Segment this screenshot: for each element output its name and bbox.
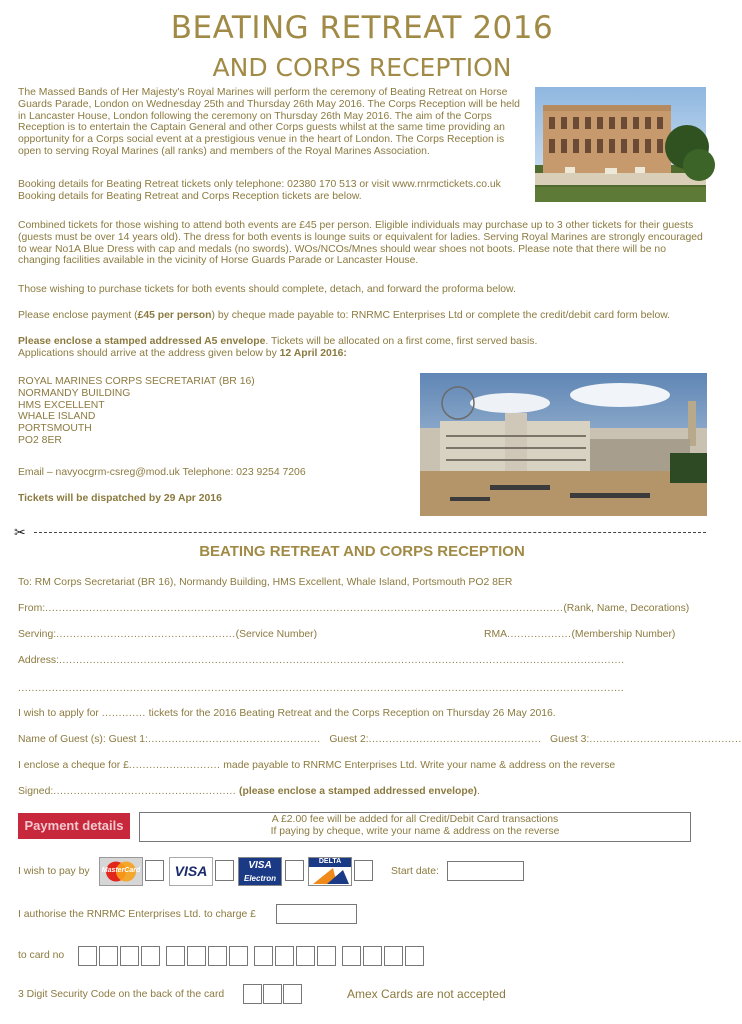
card-digit-box[interactable] bbox=[296, 946, 315, 966]
card-digit-box[interactable] bbox=[229, 946, 248, 966]
delta-checkbox[interactable] bbox=[354, 860, 373, 881]
horse-guards-parade-photo bbox=[420, 373, 707, 516]
charge-amount-input[interactable] bbox=[276, 904, 357, 924]
payment-instructions: Please enclose payment (£45 per person) by cheque made payable to: RNRMC Enterprises Ltd or complete the credit/debit card form below. bbox=[18, 310, 671, 321]
card-digit-box[interactable] bbox=[187, 946, 206, 966]
card-digit-box[interactable] bbox=[120, 946, 139, 966]
card-digit-box[interactable] bbox=[141, 946, 160, 966]
mastercard-logo bbox=[99, 857, 143, 886]
cut-line bbox=[34, 532, 706, 533]
rma-field[interactable]: RMA...................(Membership Number) bbox=[484, 629, 676, 640]
page-title: BEATING RETREAT 2016 bbox=[170, 10, 554, 46]
page-subtitle: AND CORPS RECEPTION bbox=[212, 53, 512, 82]
booking-beating-retreat: Booking details for Beating Retreat tickets only telephone: 02380 170 513 or visit www.rnrmctickets.co.uk bbox=[18, 179, 501, 190]
security-digit-box[interactable] bbox=[263, 984, 282, 1004]
card-digit-box[interactable] bbox=[317, 946, 336, 966]
visa-checkbox[interactable] bbox=[215, 860, 234, 881]
address-field[interactable]: Address:....................................................................................................................................................................... bbox=[18, 655, 625, 666]
envelope-instructions: Please enclose a stamped addressed A5 envelope. Tickets will be allocated on a first come, first served basis. bbox=[18, 336, 538, 347]
payment-details-label: Payment details bbox=[18, 813, 130, 839]
postal-address: ROYAL MARINES CORPS SECRETARIAT (BR 16) NORMANDY BUILDING HMS EXCELLENT WHALE ISLAND PORTSMOUTH PO2 8ER bbox=[18, 376, 255, 446]
card-number-label: to card no bbox=[18, 950, 65, 961]
booking-combined: Booking details for Beating Retreat and Corps Reception tickets are below. bbox=[18, 191, 362, 202]
lancaster-house-photo bbox=[535, 87, 706, 202]
amex-notice: Amex Cards are not accepted bbox=[347, 987, 506, 1001]
card-digit-box[interactable] bbox=[166, 946, 185, 966]
purchase-instructions: Those wishing to purchase tickets for both events should complete, detach, and forward the proforma below. bbox=[18, 284, 516, 295]
mastercard-logo-text: MasterCard bbox=[101, 867, 141, 874]
guest-names-field[interactable]: Name of Guest (s): Guest 1:................................................... Guest 2:................................................... Guest 3:............................................. bbox=[18, 734, 742, 745]
security-code-label: 3 Digit Security Code on the back of the card bbox=[18, 989, 225, 1000]
card-digit-box[interactable] bbox=[78, 946, 97, 966]
address-field-line-2[interactable]: ................................................................................................................................................................................... bbox=[18, 683, 625, 694]
from-field[interactable]: From:.........................................................................................................................................................(Rank, Name, Decorations) bbox=[18, 603, 690, 614]
visa-electron-logo: VISA Electron bbox=[238, 857, 282, 886]
security-digit-box[interactable] bbox=[283, 984, 302, 1004]
form-to-address: To: RM Corps Secretariat (BR 16), Normandy Building, HMS Excellent, Whale Island, Portsmouth PO2 8ER bbox=[18, 577, 513, 588]
apply-tickets-field[interactable]: I wish to apply for ............. tickets for the 2016 Beating Retreat and the Corps Reception on Thursday 26 May 2016. bbox=[18, 708, 556, 719]
payment-fee-notice: A £2.00 fee will be added for all Credit/Debit Card transactions If paying by cheque, write your name & address on the reverse bbox=[139, 812, 691, 842]
delta-logo-text: DELTA bbox=[318, 858, 342, 865]
intro-paragraph: The Massed Bands of Her Majesty's Royal Marines will perform the ceremony of Beating Retreat on Horse Guards Parade, London on Wednesday 25th and Thursday 26th May 2016. The Corps Reception will be held in Lancaster House, London following the ceremony on Thursday 26th May 2016. The aim of the Corps Reception is to entertain the Captain General and other Corps guests whilst at the same time providing an opportunity for a Corps social event at a prestigious venue in the heart of London. The Corps Reception is open to serving Royal Marines (all ranks) and members of the Royal Marines Association. bbox=[18, 87, 520, 157]
signed-field[interactable]: Signed:...................................................... (please enclose a stamped addressed envelope). bbox=[18, 786, 480, 797]
authorise-label: I authorise the RNRMC Enterprises Ltd. to charge £ bbox=[18, 909, 256, 920]
card-digit-box[interactable] bbox=[275, 946, 294, 966]
contact-details: Email – navyocgrm-csreg@mod.uk Telephone: 023 9254 7206 bbox=[18, 467, 306, 478]
serving-field[interactable]: Serving:.....................................................(Service Number) bbox=[18, 629, 318, 640]
visa-logo: VISA bbox=[169, 857, 213, 886]
delta-logo bbox=[308, 857, 352, 886]
combined-tickets-paragraph: Combined tickets for those wishing to attend both events are £45 per person. Eligible individuals may purchase up to 3 other tickets for their guests (guests must be over 14 years old). The dress for both events is lounge suits or equivalent for ladies. Serving Royal Marines are strongly encouraged to wear No1A Blue Dress with cap and medals (no swords). WOs/NCOs/Mnes should wear shoes not boots. Please note that there will be no changing facilities available in the vicinity of Horse Guards Parade or Lancaster House. bbox=[18, 220, 703, 267]
cheque-field[interactable]: I enclose a cheque for £........................... made payable to RNRMC Enterprises Ltd. Write your name & address on the reverse bbox=[18, 760, 616, 771]
start-date-input[interactable] bbox=[447, 861, 524, 881]
visa-electron-checkbox[interactable] bbox=[285, 860, 304, 881]
card-digit-box[interactable] bbox=[342, 946, 361, 966]
card-digit-box[interactable] bbox=[405, 946, 424, 966]
card-digit-box[interactable] bbox=[363, 946, 382, 966]
card-digit-box[interactable] bbox=[254, 946, 273, 966]
dispatch-date: Tickets will be dispatched by 29 Apr 2016 bbox=[18, 493, 222, 504]
card-digit-box[interactable] bbox=[208, 946, 227, 966]
card-digit-box[interactable] bbox=[99, 946, 118, 966]
form-heading: BEATING RETREAT AND CORPS RECEPTION bbox=[199, 543, 525, 560]
arrival-deadline: Applications should arrive at the address given below by 12 April 2016: bbox=[18, 348, 347, 359]
card-digit-box[interactable] bbox=[384, 946, 403, 966]
mastercard-checkbox[interactable] bbox=[145, 860, 164, 881]
start-date-label: Start date: bbox=[391, 866, 439, 877]
security-digit-box[interactable] bbox=[243, 984, 262, 1004]
pay-by-label: I wish to pay by bbox=[18, 866, 90, 877]
scissors-icon: ✂ bbox=[14, 524, 26, 540]
